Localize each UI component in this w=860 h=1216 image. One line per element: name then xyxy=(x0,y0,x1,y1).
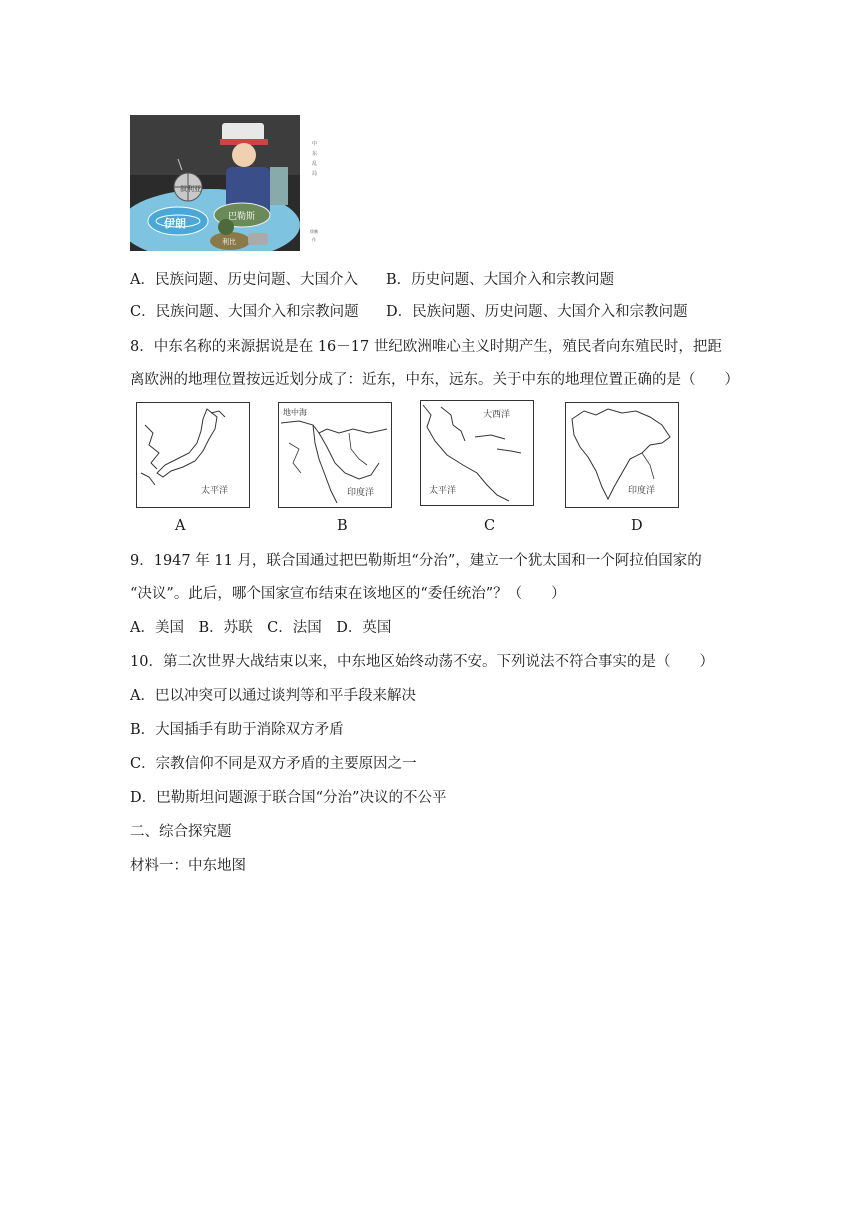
map-a-japan xyxy=(136,402,250,508)
map-d-india xyxy=(565,402,679,508)
svg-text:作: 作 xyxy=(312,237,316,242)
q7-option-c: C．民族问题、大国介入和宗教问题 xyxy=(130,304,359,320)
map-c-central-america xyxy=(420,400,534,506)
svg-text:东: 东 xyxy=(312,151,318,157)
map-b-middle-east xyxy=(278,402,392,508)
q9-stem-line1: 9．1947 年 11 月，联合国通过把巴勒斯坦“分治”，建立一个犹太国和一个阿拉伯国家的 xyxy=(130,553,702,569)
q7-option-d: D．民族问题、历史问题、大国介入和宗教问题 xyxy=(386,304,688,320)
material1-label: 材料一：中东地图 xyxy=(130,858,246,874)
map-a-label-pacific: 太平洋 xyxy=(201,486,229,496)
q9-stem-line2: “决议”。此后，哪个国家宣布结束在该地区的“委任统治”？（ ） xyxy=(130,586,566,602)
cartoon-label-syria: 叙利亚 xyxy=(180,185,201,193)
map-c-label-pacific: 太平洋 xyxy=(429,486,457,496)
map-a-letter: A xyxy=(175,518,186,534)
map-d-label-indian: 印度洋 xyxy=(628,486,656,496)
map-d-letter: D xyxy=(631,518,643,534)
q10-option-b: B．大国插手有助于消除双方矛盾 xyxy=(130,722,344,738)
q10-option-d: D．巴勒斯坦问题源于联合国“分治”决议的不公平 xyxy=(130,790,447,806)
svg-text:局: 局 xyxy=(312,171,318,177)
q10-option-c: C．宗教信仰不同是双方矛盾的主要原因之一 xyxy=(130,756,417,772)
q8-stem-line1: 8．中东名称的来源据说是在 16－17 世纪欧洲唯心主义时期产生，殖民者向东殖民时，把距 xyxy=(130,339,722,355)
map-b-label-mediterranean: 地中海 xyxy=(283,408,307,417)
q10-option-a: A．巴以冲突可以通过谈判等和平手段来解决 xyxy=(130,688,416,704)
svg-text:乱: 乱 xyxy=(312,161,318,167)
q8-stem-line2: 离欧洲的地理位置按远近划分成了：近东，中东，远东。关于中东的地理位置正确的是（ ） xyxy=(130,372,739,388)
svg-text:徐鹏: 徐鹏 xyxy=(310,229,318,234)
map-c-label-atlantic: 大西洋 xyxy=(483,410,511,420)
q9-options: A．美国 B．苏联 C．法国 D．英国 xyxy=(130,620,392,636)
cartoon-label-iran: 伊朗 xyxy=(164,217,186,230)
q7-option-b: B．历史问题、大国介入和宗教问题 xyxy=(386,272,615,288)
cartoon-label-palestine: 巴勒斯 xyxy=(228,212,256,222)
map-b-letter: B xyxy=(337,518,348,534)
section2-title: 二、综合探究题 xyxy=(130,824,232,840)
svg-text:中: 中 xyxy=(312,141,318,147)
middle-east-cartoon-image xyxy=(130,115,330,251)
map-c-letter: C xyxy=(484,518,496,534)
q7-option-a: A．民族问题、历史问题、大国介入 xyxy=(130,272,358,288)
map-b-label-indian: 印度洋 xyxy=(347,488,375,498)
q10-stem: 10．第二次世界大战结束以来，中东地区始终动荡不安。下列说法不符合事实的是（ ） xyxy=(130,654,714,670)
cartoon-label-libya: 利比 xyxy=(222,238,236,246)
